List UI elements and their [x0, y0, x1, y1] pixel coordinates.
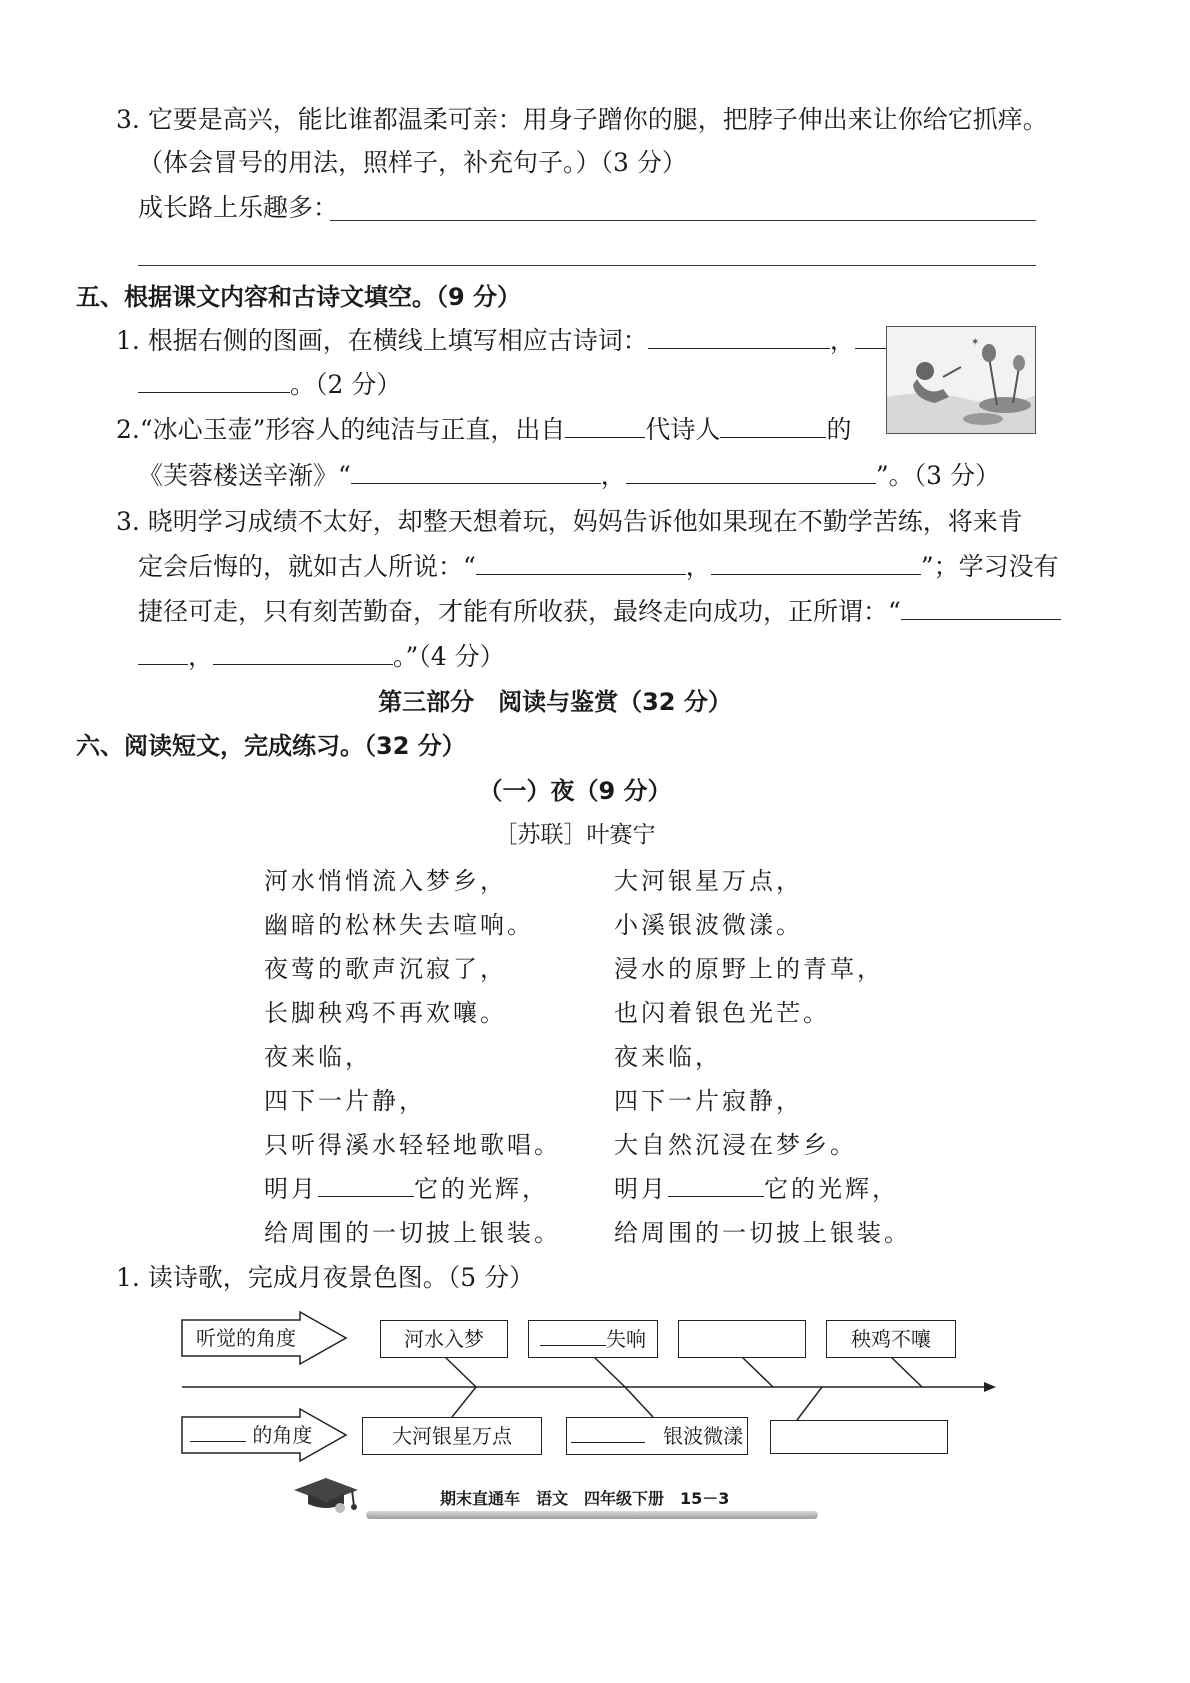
q4-3-line1: 3. 它要是高兴，能比谁都温柔可亲：用身子蹭你的腿，把脖子伸出来让你给它抓痒。	[116, 105, 1048, 134]
arrow-label-blank	[190, 1421, 312, 1449]
moon-word: 明月	[264, 1175, 318, 1203]
box-label: 大河银星万点	[392, 1424, 512, 1448]
poem-line: 大自然沉浸在梦乡。	[614, 1131, 857, 1159]
q5-2-score: ”。（3 分）	[875, 461, 1000, 490]
poem-line: 河水悄悄流入梦乡，	[264, 867, 507, 895]
box-label: 银波微漾	[663, 1424, 744, 1448]
q5-2-prompt: 2.“冰心玉壶”形容人的纯洁与正直，出自	[116, 415, 566, 444]
poem-line: 长脚秧鸡不再欢嚷。	[264, 999, 507, 1027]
poem-line: 也闪着银色光芒。	[614, 999, 830, 1027]
arrow-label-hearing: 听觉的角度	[196, 1326, 296, 1350]
q5-3-text: ”；学习没有	[920, 552, 1059, 581]
comma: ，	[188, 642, 214, 671]
blank[interactable]	[190, 1423, 246, 1442]
box-label: 失响	[606, 1327, 646, 1351]
diagram-box-empty[interactable]	[678, 1320, 806, 1358]
q5-3-text: 捷径可走，只有刻苦勤奋，才能有所收获，最终走向成功，正所谓：“	[138, 597, 901, 626]
poem-line: 夜来临，	[614, 1043, 722, 1071]
passage-title: （一）夜（9 分）	[478, 777, 672, 805]
diagram-box-river-stars	[362, 1417, 542, 1455]
q5-3-text: 定会后悔的，就如古人所说：“	[138, 552, 476, 581]
moon-word: 明月	[614, 1175, 668, 1203]
poem-line: 夜来临，	[264, 1043, 372, 1071]
poem-line: 大河银星万点，	[614, 867, 803, 895]
q5-1-score: 。（2 分）	[290, 370, 402, 399]
q4-3-prompt: 成长路上乐趣多：	[138, 193, 339, 222]
blank[interactable]	[571, 1424, 645, 1443]
diagram-box-river-dream	[380, 1320, 508, 1358]
box-label: 秧鸡不嚷	[851, 1327, 931, 1351]
poem-line: 四下一片静，	[264, 1087, 426, 1115]
svg-text:✶: ✶	[971, 337, 980, 348]
poem-line: 给周围的一切披上银装。	[264, 1219, 561, 1247]
q5-3-line1: 3. 晓明学习成绩不太好，却整天想着玩，妈妈告诉他如果现在不勤学苦练，将来肯	[116, 507, 1023, 536]
part-3-title: 第三部分 阅读与鉴赏（32 分）	[378, 688, 732, 716]
moon-rest: 它的光辉，	[764, 1175, 899, 1203]
moon-rest: 它的光辉，	[414, 1175, 549, 1203]
q5-1-prompt: 1. 根据右侧的图画，在横线上填写相应古诗词：	[116, 326, 648, 355]
section-6-title: 六、阅读短文，完成练习。（32 分）	[76, 732, 466, 760]
comma: ，	[829, 326, 855, 355]
poem-line: 浸水的原野上的青草，	[614, 955, 884, 983]
q4-3-line2: （体会冒号的用法，照样子，补充句子。）（3 分）	[138, 148, 687, 177]
poem-line: 小溪银波微漾。	[614, 911, 803, 939]
poem-line: 四下一片寂静，	[614, 1087, 803, 1115]
poem-line: 只听得溪水轻轻地歌唱。	[264, 1131, 561, 1159]
poem-line: 夜莺的歌声沉寂了，	[264, 955, 507, 983]
comma: ，	[685, 552, 711, 581]
diagram-box-empty[interactable]	[770, 1420, 948, 1454]
diagram-box-silver-ripples[interactable]	[566, 1417, 748, 1455]
footer-text: 期末直通车 语文 四年级下册 15－3	[440, 1489, 730, 1508]
poem-line: 给周围的一切披上银装。	[614, 1219, 911, 1247]
cap-shape	[286, 1474, 366, 1514]
box-label: 河水入梦	[404, 1327, 484, 1351]
blank[interactable]	[540, 1327, 606, 1346]
section-5-title: 五、根据课文内容和古诗文填空。（9 分）	[76, 283, 522, 311]
arrow-label-angle: 的角度	[252, 1423, 313, 1447]
q5-2-de: 的	[826, 415, 852, 444]
diagram-box-quail-quiet	[826, 1320, 956, 1358]
q6-1-text: 1. 读诗歌，完成月夜景色图。（5 分）	[116, 1263, 535, 1292]
q5-3-score: 。”（4 分）	[393, 642, 505, 671]
passage-author: ［苏联］叶赛宁	[494, 822, 656, 848]
q5-2-dynasty-poet: 代诗人	[645, 415, 721, 444]
comma: ，	[600, 461, 626, 490]
diagram-box-lost-sound[interactable]	[528, 1320, 658, 1358]
graduation-cap-icon	[286, 1474, 366, 1514]
poem-line: 幽暗的松林失去喧响。	[264, 911, 534, 939]
footer-bar	[366, 1511, 818, 1519]
poem-title: 《芙蓉楼送辛渐》“	[138, 461, 351, 490]
